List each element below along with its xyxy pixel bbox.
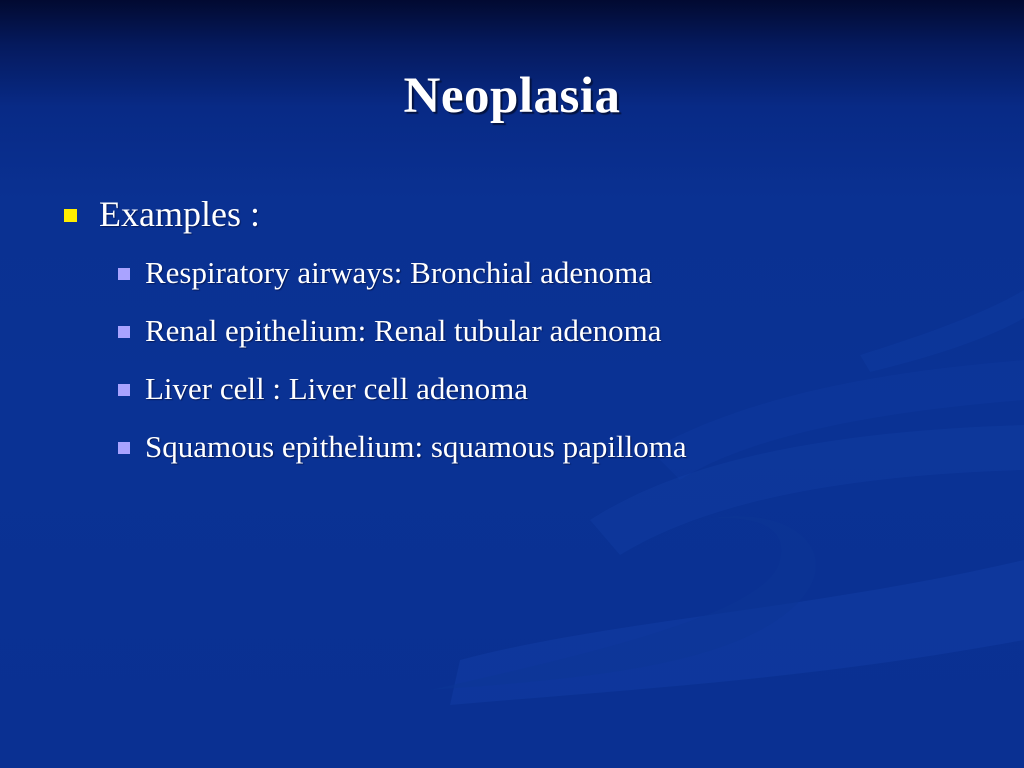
yellow-square-bullet-icon bbox=[64, 209, 77, 222]
sub-bullet-text: Renal epithelium: Renal tubular adenoma bbox=[145, 313, 662, 348]
sub-bullet-squamous-epithelium bbox=[118, 426, 687, 468]
lavender-square-bullet-icon bbox=[118, 442, 130, 454]
sub-bullet-text: Liver cell : Liver cell adenoma bbox=[145, 371, 529, 406]
sub-bullet-liver-cell bbox=[118, 368, 528, 410]
sub-bullet-text: Squamous epithelium: squamous papilloma bbox=[145, 429, 687, 464]
slide-title: Neoplasia bbox=[403, 68, 621, 124]
lavender-square-bullet-icon bbox=[118, 384, 130, 396]
lavender-square-bullet-icon bbox=[118, 326, 130, 338]
bullet-examples-text: Examples : bbox=[99, 194, 260, 234]
sub-bullet-text: Respiratory airways: Bronchial adenoma bbox=[145, 255, 653, 290]
sub-bullet-renal-epithelium bbox=[118, 310, 662, 352]
lavender-square-bullet-icon bbox=[118, 268, 130, 280]
bullet-examples bbox=[64, 190, 260, 238]
sub-bullet-respiratory-airways bbox=[118, 252, 652, 294]
